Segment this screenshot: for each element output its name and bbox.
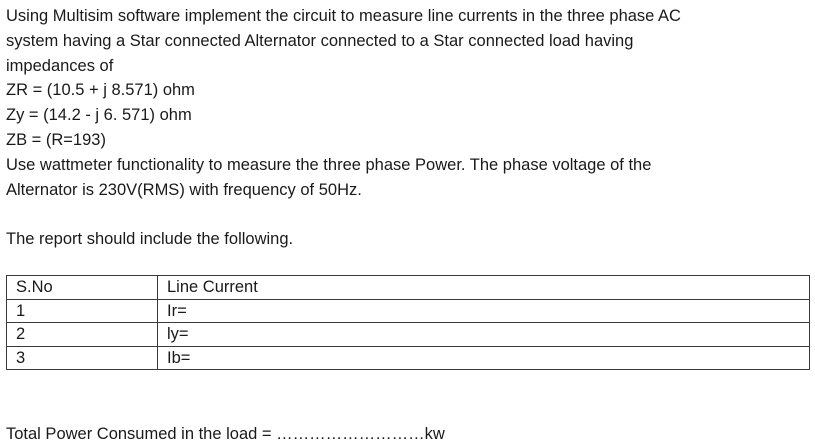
report-intro: The report should include the following. [6, 230, 294, 249]
cell-line-current: Ir= [158, 299, 810, 323]
header-sno: S.No [7, 276, 158, 300]
cell-sno: 1 [7, 299, 158, 323]
problem-statement [6, 4, 806, 252]
line-current-table [6, 275, 810, 370]
table-header-row [7, 276, 810, 300]
statement-line-2: system having a Star connected Alternator connected to a Star connected load having [6, 31, 634, 50]
cell-sno: 2 [7, 323, 158, 347]
statement-line-3: impedances of [6, 56, 114, 75]
statement-line-1: Using Multisim software implement the circuit to measure line currents in the three phase AC [6, 7, 681, 25]
blank-line [6, 202, 806, 227]
table-row [7, 323, 810, 347]
statement-line-7: Use wattmeter functionality to measure the three phase Power. The phase voltage of the [6, 155, 652, 174]
table-row [7, 346, 810, 370]
impedance-zy: Zy = (14.2 - j 6. 571) ohm [6, 106, 192, 125]
total-power-line: Total Power Consumed in the load = ………………………kw [6, 425, 445, 443]
impedance-zb: ZB = (R=193) [6, 130, 106, 149]
statement-line-8: Alternator is 230V(RMS) with frequency of 50Hz. [6, 180, 362, 199]
impedance-zr: ZR = (10.5 + j 8.571) ohm [6, 81, 195, 100]
table-row [7, 299, 810, 323]
cell-sno: 3 [7, 346, 158, 370]
cell-line-current: ly= [158, 323, 810, 347]
header-line-current: Line Current [158, 276, 810, 300]
cell-line-current: Ib= [158, 346, 810, 370]
